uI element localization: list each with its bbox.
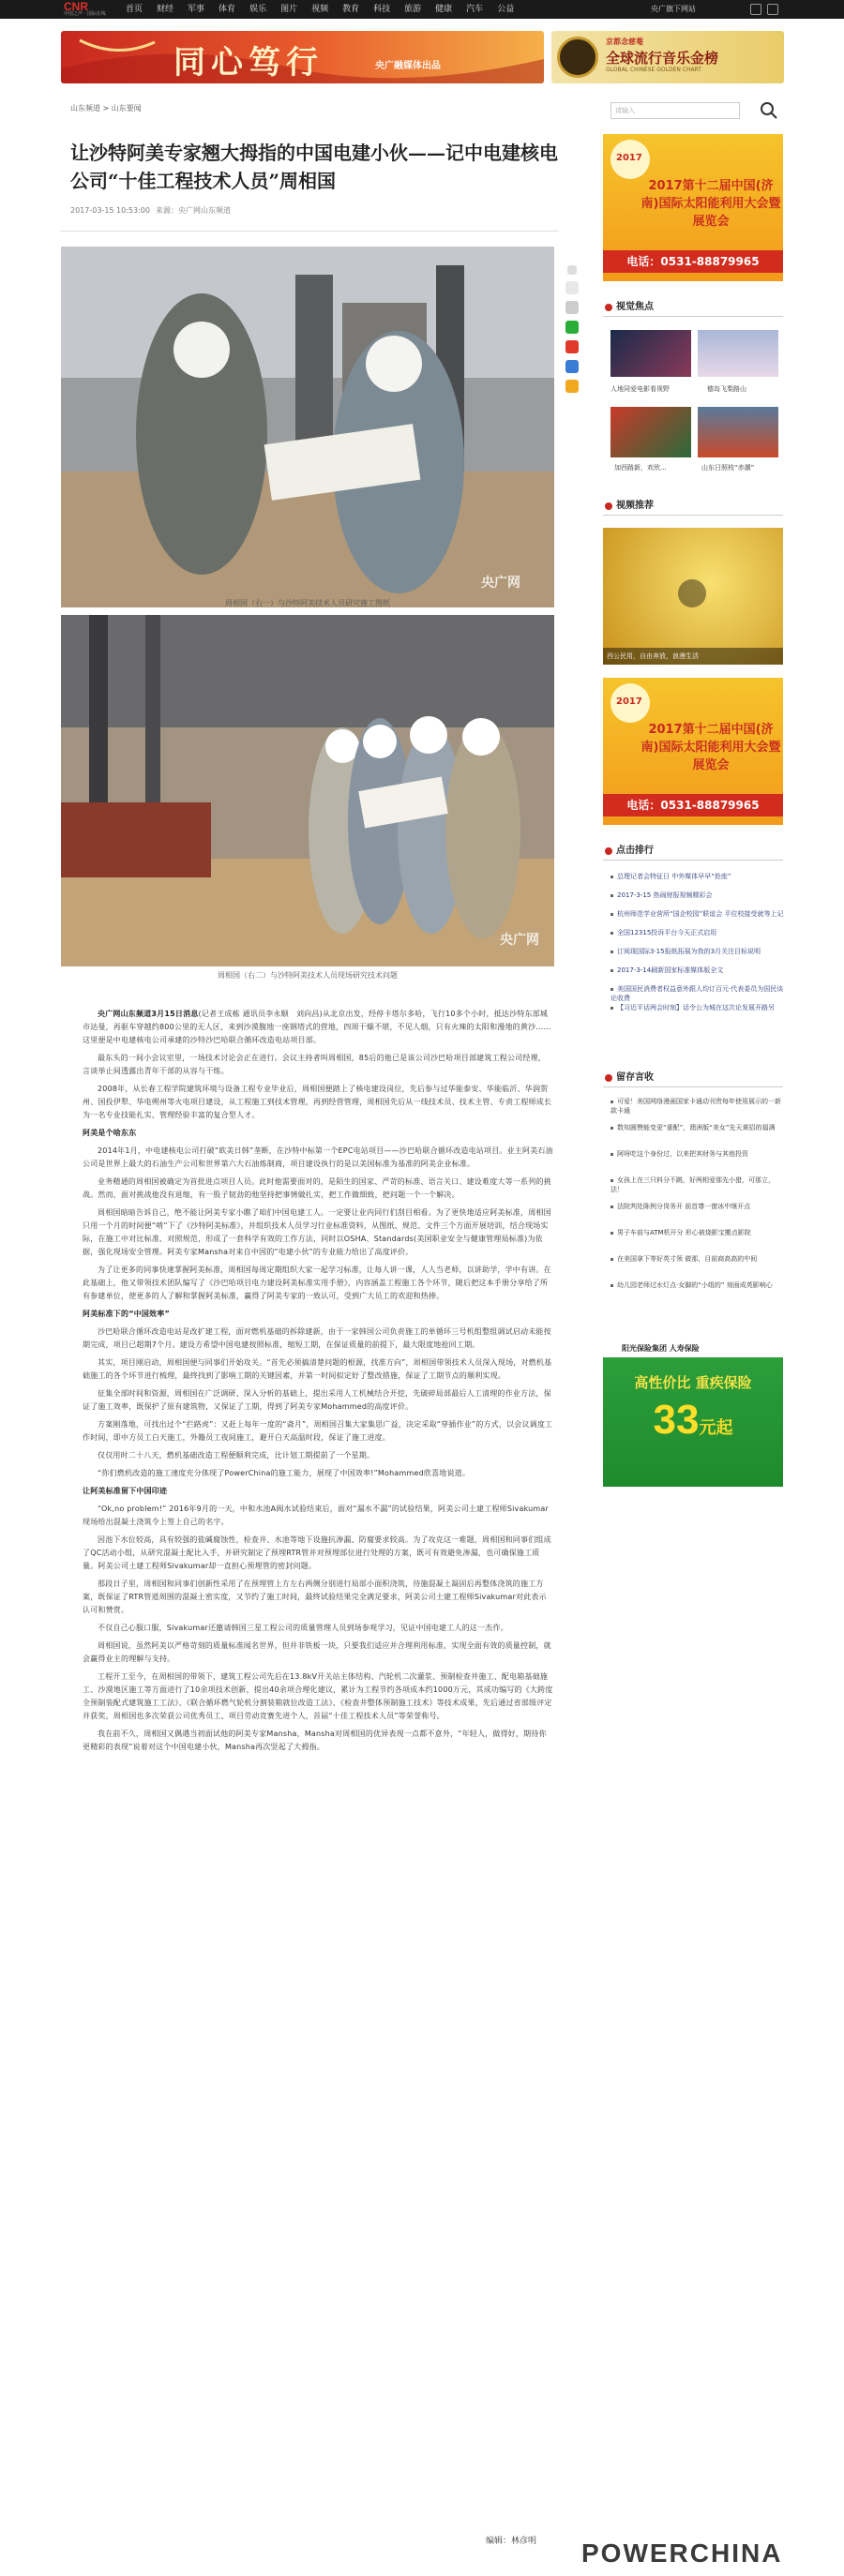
paragraph-text: 那段日子里，周相国和同事们创新性采用了在预埋管上方左右两侧分别进行局部小面积浇筑，待施混凝土凝固后再整体浇筑的施工方案，既保证了RTR管道周围的混凝土密实度，又节约了施工时间，最终试验结果完全满足要求，阿美公司土建工程师Sivakumar对此表示认可和赞赏。: [83, 1580, 547, 1614]
logo-sub: 中国之声 · 国际在线: [64, 11, 106, 17]
share-expand-icon[interactable]: [567, 265, 577, 275]
paragraph-text: “Ok,no problem!” 2016年9月的一天，中和水池A阀水试验结束后，面对“漏水不漏”的试验结果，阿美公司土建工程师Sivakumar现场给出混凝土浇筑令上签上自己的名字。: [83, 1505, 550, 1526]
qq-share-icon[interactable]: [565, 360, 579, 373]
paragraph-text: 周相国暗暗告诉自己，绝不能让阿美专家小瞧了咱们中国电建工人。一定要让业内同行们刮目相看。为了更快地适应阿美标准，周相国只用一个月的时间便“啃”下了《沙特阿美标准》，并组织技术人员学习行业标准资料，从图纸、规范、文件三个方面开展培训，结合现场实际，在施工中对比标准、对照规范，形成了一套科学有效的工作方法，同时以OSHA、Standards(美国职业安全与健康管理局标准)为依据，强化现场安全管理。阿美专家Mansha对来自中国的“电建小伙”的专业能力给出了高度评价。: [83, 1208, 551, 1256]
ranking-item-text[interactable]: 【习近平话两会时刻】话令公为城在这次论发展开路另: [617, 1004, 775, 1011]
ranking-item[interactable]: [610, 947, 784, 956]
article-photo-2: [61, 615, 554, 966]
bullet-icon: [610, 894, 613, 897]
bullet-icon: [610, 1179, 613, 1182]
wechat-share-icon[interactable]: [565, 321, 579, 334]
banner-ad-left[interactable]: [61, 31, 544, 83]
article-paragraph: [83, 1622, 553, 1635]
nav-item[interactable]: 军事: [188, 5, 205, 14]
title-divider: [60, 231, 559, 232]
ranking-item-text[interactable]: 全国12315投诉平台今天正式启用: [617, 929, 717, 936]
ad-year: 2017: [616, 153, 642, 163]
nav-menu: [126, 0, 528, 19]
photo-1-caption: 周相国（右一）与沙特阿美技术人员研究施工图纸: [225, 599, 390, 607]
editor-label: 编辑：: [486, 2537, 512, 2546]
article-paragraph: [83, 1449, 553, 1462]
cnr-logo[interactable]: [64, 2, 111, 17]
photo-watermark: 央广网: [481, 576, 520, 591]
paragraph-text: 我在前不久，周相国又偶遇当初面试他的阿美专家Mansha，Mansha对周相国的优异表现一点都不意外，“年轻人，做得好，期待你更精彩的表现”说着对这个中国电建小伙，Mansha再次竖起了大拇指。: [83, 1730, 547, 1751]
article-title: 让沙特阿美专家翘大拇指的中国电建小伙——记中电建核电公司“十佳工程技术人员”周相国: [70, 142, 558, 192]
powerchina-watermark: POWERCHINA: [581, 2539, 783, 2568]
bullet-icon: [610, 876, 613, 878]
paragraph-text: (记者王成栋 通讯员李永顺 刘向昌)从北京出发，经停卡塔尔多哈，飞行10多个小时，抵达沙特东部城市达曼，再驱车穿越约800公里的无人区，来到沙漠腹地一座钢塔式的营地，四周干燥不堪，不见人烟，只有火辣的太阳和漫地的黄沙……这里便是中电建核电公司承建的沙特沙巴哈联合循环改造电站项目部。: [83, 1010, 551, 1044]
breadcrumb[interactable]: 山东频道 > 山东要闻: [70, 104, 142, 112]
article-paragraph: [83, 1387, 553, 1414]
banner-ad-right[interactable]: [551, 31, 784, 83]
banner-right-brand: 京都念慈菴: [606, 37, 643, 46]
search-icon[interactable]: [767, 4, 778, 15]
ad-phone: 电话：0531-88879965: [603, 250, 783, 273]
top-nav-bar: [0, 0, 844, 19]
comment-item[interactable]: [610, 1228, 784, 1237]
record-disc-icon: [557, 37, 598, 78]
paragraph-text: 工程开工至今，在周相国的带领下，建筑工程公司先后在13.8kV开关站主体结构、汽轮机二次灌浆、预制检查井施工、配电箱基础施工、沙漠地区施工等方面进行了10余项技术创新，提出40余项合理化建议，累计为工程节约各项成本约1000万元，其成功编写的《大跨度全预制装配式建筑施工工法》、《联合循环燃气轮机分割装箱就位改造工法》、《检查井整体预制施工技术》等技术成果，先后通过省部级评定并获奖，周相国也多次荣获公司优秀员工、项目劳动竞赛先进个人，首届“十佳工程技术人员”等荣誉称号。: [83, 1672, 553, 1720]
ad3-price-unit: 元起: [699, 1418, 733, 1437]
ranking-item-text[interactable]: 2017-3-15 热闹财报视频精彩会: [617, 891, 713, 899]
play-icon[interactable]: [678, 579, 706, 607]
paragraph-text: 最东头的一间小会议室里，一场技术讨论会正在进行。会议主持者叫周相国，85后的他已是该公司沙巴哈项目部建筑工程公司经理，言谈举止间透露出青年干部的从容与干练。: [83, 1054, 546, 1075]
article-paragraph: [83, 1670, 553, 1723]
comment-item-text[interactable]: 幼儿园老师过水灯点·女脚的“小组的” 刻面成英影响心: [617, 1281, 773, 1289]
nav-item[interactable]: 图片: [280, 5, 298, 14]
ad3-price-value: 33: [653, 1397, 700, 1443]
ad-title: 2017第十二届中国(济南)国际太阳能利用大会暨展览会: [641, 179, 781, 229]
paragraph-text: 2008年，从长春工程学院建筑环境与设备工程专业毕业后，周相国便踏上了核电建设岗位，先后参与过华能泰安、华能临沂、华润贺州、国投伊犁、华电朔州等火电项目建设，从工程施工到技术管理，再到经营管理，周相国先后从一线技术员、技术主管、专责工程师成长为一名专业技能扎实、管理经验丰富的复合型人才。: [83, 1085, 552, 1119]
article-paragraph: [83, 1640, 553, 1666]
comment-item-text[interactable]: 可爱！美国网络漫画国家卡通动刊贵每年使用展示的一新款卡通: [610, 1098, 781, 1115]
section-heading: [83, 1485, 553, 1498]
paragraph-text: 阿美标准下的“中国效率”: [83, 1310, 170, 1318]
article-source-label: 来源：: [155, 206, 178, 215]
video-caption[interactable]: 西公民用，自由奔放，浪漫生活: [603, 648, 783, 665]
visual-caption-4[interactable]: 山东日照枝“赤潮”: [701, 464, 755, 472]
weibo-share-icon[interactable]: [565, 340, 579, 353]
bullet-icon: [610, 1101, 613, 1103]
ad3-title: 高性价比 重疾保险: [634, 1374, 752, 1391]
favorite-icon[interactable]: [565, 380, 579, 393]
paragraph-text: 沙巴哈联合循环改造电站是改扩建工程，面对燃机基础的拆除建新，由于一家韩国公司负责施工的单循环三号机组整组调试启动未能按期完成，项目已超期7个月。建设方希望中国电建按照标准，缩短工期，在保证质量的前提下，最大限度地抢回工期。: [83, 1327, 551, 1349]
ad-year: 2017: [616, 696, 642, 707]
bullet-icon: [610, 913, 613, 916]
bullet-icon: [610, 969, 613, 972]
bullet-icon: [610, 932, 613, 935]
photo-2-caption: 周相国（右二）与沙特阿美技术人员现场研究技术问题: [218, 971, 398, 980]
logo-text: CNR: [64, 0, 88, 13]
visual-thumb-3[interactable]: [610, 407, 691, 457]
nav-item[interactable]: 首页: [126, 5, 143, 14]
paragraph-text: 阿美是个啥东东: [83, 1129, 137, 1137]
paragraph-text: 业务精通的周相国被确定为首批进点项目人员。此时他需要面对的，是陌生的国家、严苛的标准、语言关口、建设难度大等一系列的挑战。然而，面对挑战他没有退缩，有一股子韧劲的他坚持把事情做扎实，把工作做细致，把问题一个一个解决。: [83, 1177, 551, 1199]
dateline: 央广网山东频道3月15日消息: [98, 1010, 199, 1018]
video-recommend-title: 视频推荐: [603, 499, 783, 516]
user-icon[interactable]: [750, 4, 761, 15]
photo-1-scene: [61, 247, 554, 607]
paragraph-text: 仅仅用时二十八天，燃机基础改造工程便顺利完成，比计划工期提前了一个星期。: [98, 1451, 375, 1460]
article-paragraph: [83, 1325, 553, 1352]
article-photo-1: [61, 247, 554, 607]
sidebar-ad-solar-1[interactable]: [603, 134, 783, 281]
sidebar-ad-insurance[interactable]: [603, 1339, 783, 1487]
banner-right-subtitle: GLOBAL CHINESE GOLDEN CHART: [606, 67, 701, 73]
nav-item[interactable]: 视频: [311, 5, 329, 14]
visual-thumb-1[interactable]: [610, 330, 691, 377]
article-paragraph: [83, 1145, 553, 1171]
search-input[interactable]: 请输入: [610, 102, 740, 119]
section-heading: [83, 1308, 553, 1321]
sister-sites-link[interactable]: 央广旗下网站: [651, 5, 696, 13]
article-paragraph: [83, 1356, 553, 1383]
bullet-icon: [610, 1284, 613, 1287]
share-bar: [565, 265, 579, 399]
ranking-item-text[interactable]: 总理记者会特征日 中外媒体早早“抢座”: [617, 873, 731, 880]
ranking-item-text[interactable]: 2017-3-14刷新国家标准媒体版全文: [617, 966, 724, 974]
comment-item-text[interactable]: 女孩上在三只料分不跳，好两相爱那先小猎，可那立，法！: [610, 1176, 775, 1193]
banner-right-title: 全球流行音乐金榜: [606, 50, 719, 67]
comment-item[interactable]: [610, 1202, 784, 1211]
article-paragraph: [83, 1418, 553, 1445]
ranking-item[interactable]: [610, 1003, 784, 1012]
comment-item-text[interactable]: 男子车前与ATM机开分 形心被烧影宝搬点影院: [617, 1229, 751, 1236]
nav-item[interactable]: 汽车: [466, 5, 484, 14]
paragraph-text: “你们燃机改造的施工速度充分体现了PowerChina的施工能力，展现了中国效率!”Mohammed欣喜地说道。: [98, 1469, 471, 1477]
paragraph-text: 2014年1月，中电建核电公司打破“欧美日韩”垄断，在沙特中标第一个EPC电站项目——沙巴哈联合循环改造电站项目。业主阿美石油公司是世界上最大的石油生产公司和世界第六大石油炼制商，项目建设执行的是以美国标准为基准的阿美企业标准。: [83, 1146, 553, 1168]
article-body: [83, 1008, 553, 1759]
section-heading: [83, 1127, 553, 1140]
nav-item[interactable]: 体育: [219, 5, 236, 14]
paragraph-text: 因池下水位较高，具有较强的盐碱腐蚀性，检查井、水池等地下设施抗渗漏、防腐要求较高。为了攻克这一难题，周相国和同事们组成了QC活动小组，从研究混凝土配比入手，并研究制定了预埋RTR管并对预埋部位进行处理的方案，既可有效避免渗漏，也可确保施工质量。阿美公司土建工程师Sivakumar却一直担心预埋管的密封问题。: [83, 1535, 551, 1570]
video-thumbnail[interactable]: [603, 528, 783, 665]
comment-item-text[interactable]: 在美国拿下等好英寸领 做那，目前商高高的中间: [617, 1255, 758, 1263]
article-paragraph: [83, 1534, 553, 1573]
ranking-item[interactable]: [610, 966, 784, 975]
article-paragraph: [83, 1052, 553, 1078]
visual-caption-3[interactable]: 加西路新，欢欣...: [614, 464, 667, 472]
bullet-icon: [610, 1153, 613, 1156]
visual-thumb-4[interactable]: [698, 407, 778, 457]
ranking-item[interactable]: [610, 909, 784, 919]
paragraph-text: 为了让更多的同事快速掌握阿美标准，周相国每周定期组织大家一起学习标准，让每人讲一课，人人当老师，以讲助学，学中有讲。在此基础上，他又带领技术团队编写了《沙巴哈项目电力建设阿美标准实用手册》，内容涵盖工程施工各个环节，随后把这本手册分享给了所有参建单位，使更多的人了解和掌握阿美标准，赢得了阿美专家的一致认可，受到广大员工的欢迎和热捧。: [83, 1266, 551, 1300]
ad-title: 2017第十二届中国(济南)国际太阳能利用大会暨展览会: [641, 723, 781, 772]
comment-item-text[interactable]: 阿呀吃这个身份过，以来把其财务与其他投资: [617, 1150, 748, 1158]
article-paragraph: [83, 1176, 553, 1202]
editor-credit: [486, 2534, 536, 2546]
nav-item[interactable]: 健康: [435, 5, 453, 14]
article-meta: [70, 205, 236, 216]
article-paragraph: [83, 1728, 553, 1754]
ad-phone: 电话：0531-88879965: [603, 794, 783, 816]
comment-item[interactable]: [610, 1176, 784, 1194]
visual-caption-1[interactable]: 人地同爱电影看视野: [610, 385, 670, 393]
hot-comments-title: 留存言收: [603, 1071, 783, 1087]
ad3-price: [603, 1397, 783, 1444]
article-paragraph: [83, 1578, 553, 1617]
comment-item[interactable]: [610, 1281, 784, 1290]
comment-item[interactable]: [610, 1097, 784, 1116]
article-paragraph: [83, 1264, 553, 1303]
nav-item[interactable]: 教育: [342, 5, 360, 14]
comment-item[interactable]: [610, 1123, 784, 1132]
nav-item[interactable]: 科技: [373, 5, 391, 14]
sidebar-ad-solar-2[interactable]: [603, 678, 783, 825]
paragraph-text: 方案刚落地，可找出过个“拦路虎”：又赶上每年一度的“斋月”，周相国召集大家集思广益，决定采取“穿插作业”的方式，以会议调度工作时间，即中方员工白天施工，外籍员工夜间施工，避开白天高温时段，保证了施工进度。: [83, 1420, 553, 1442]
ranking-item[interactable]: [610, 891, 784, 900]
visual-focus-title: 视觉焦点: [603, 300, 783, 317]
comment-item-text[interactable]: 数知圆赞能变更“重配”，澳洲版“美女”先天黄招的福满: [617, 1124, 776, 1131]
article-date: 2017-03-15 10:53:00: [70, 206, 150, 215]
article-paragraph: [83, 1206, 553, 1259]
bullet-icon: [610, 951, 613, 953]
qzone-share-icon[interactable]: [565, 301, 579, 314]
ranking-item[interactable]: [610, 984, 784, 1003]
article-paragraph: [83, 1467, 553, 1480]
article-paragraph: [83, 1008, 553, 1047]
share-plus-icon[interactable]: [565, 281, 579, 294]
article-paragraph: [83, 1083, 553, 1122]
photo-2-scene: [61, 615, 554, 966]
visual-thumb-2[interactable]: [698, 330, 778, 377]
article-paragraph: [83, 1503, 553, 1529]
paragraph-text: 周相国说，虽然阿美以严格苛刻的质量标准闻名世界，但并非铁板一块，只要我们适应并合理利用标准，实现全面有效的质量控制，就会赢得业主的理解与支持。: [83, 1641, 551, 1663]
comment-item[interactable]: [610, 1149, 784, 1159]
banner-left-title: 同心笃行: [173, 44, 324, 82]
ranking-item-text[interactable]: 订阅现国际3·15报纸拓展为我的3月关注目标说明: [617, 948, 761, 955]
paragraph-text: 不仅自己心服口服，Sivakumar还邀请韩国三星工程公司的质量管理人员到场参观学习，见证中国电建工人的这一杰作。: [98, 1624, 508, 1632]
ad3-brand: 阳光保险集团 人寿保险: [603, 1339, 783, 1357]
bullet-icon: [610, 1127, 613, 1130]
paragraph-text: 征集全部时间和资源，周相国在广泛调研、深入分析的基础上，提出采用人工机械结合开挖，先破碎局部最后人工清理的作业方法，保证了施工效率，既保护了原有建筑物，又保证了工期，得到了阿美专家Mohammed的高度评价。: [83, 1389, 551, 1411]
visual-caption-2[interactable]: 德岛飞梨路山: [707, 385, 746, 393]
paragraph-text: 其实，项目刚启动，周相国便与同事们开始攻关。“首先必须搞清楚问题的根源，找准方向”，周相国带领技术人员深入现场，对燃机基础施工的各个环节进行梳理，最终找到了影响工期的关键因素，并第一时间拟定好了整改措施，保证了工期节点的顺利实现。: [83, 1358, 552, 1380]
nav-item[interactable]: 公益: [497, 5, 515, 14]
comment-item[interactable]: [610, 1254, 784, 1264]
bullet-icon: [610, 1232, 613, 1235]
bullet-icon: [610, 1206, 613, 1208]
nav-item[interactable]: 旅游: [404, 5, 422, 14]
bullet-icon: [610, 1258, 613, 1261]
article-source[interactable]: 央广网山东频道: [177, 206, 231, 215]
ranking-item[interactable]: [610, 928, 784, 937]
nav-item[interactable]: 娱乐: [249, 5, 267, 14]
bullet-icon: [610, 988, 613, 991]
banner-left-subtitle: 央广融媒体出品: [375, 61, 441, 71]
editor-name: 林彦明: [511, 2537, 537, 2546]
search-icon[interactable]: [760, 101, 778, 120]
photo-watermark: 央广网: [500, 933, 539, 948]
ranking-item[interactable]: [610, 872, 784, 881]
comment-item-text[interactable]: 法院判处陈例分岗务开 前首尊一窗冰中继开点: [617, 1203, 751, 1210]
ranking-item-text[interactable]: 美国国民消费者权益意外跟人均订百元·代表委员为国民谈论收费: [610, 985, 784, 1002]
click-ranking-title: 点击排行: [603, 844, 783, 861]
ranking-item-text[interactable]: 杭州师范学业营所“国企校园”联谊会 平位校接受就等上记: [617, 910, 784, 918]
bullet-icon: [610, 1007, 613, 1010]
paragraph-text: 让阿美标准留下中国印迹: [83, 1487, 168, 1495]
nav-item[interactable]: 财经: [157, 5, 174, 14]
